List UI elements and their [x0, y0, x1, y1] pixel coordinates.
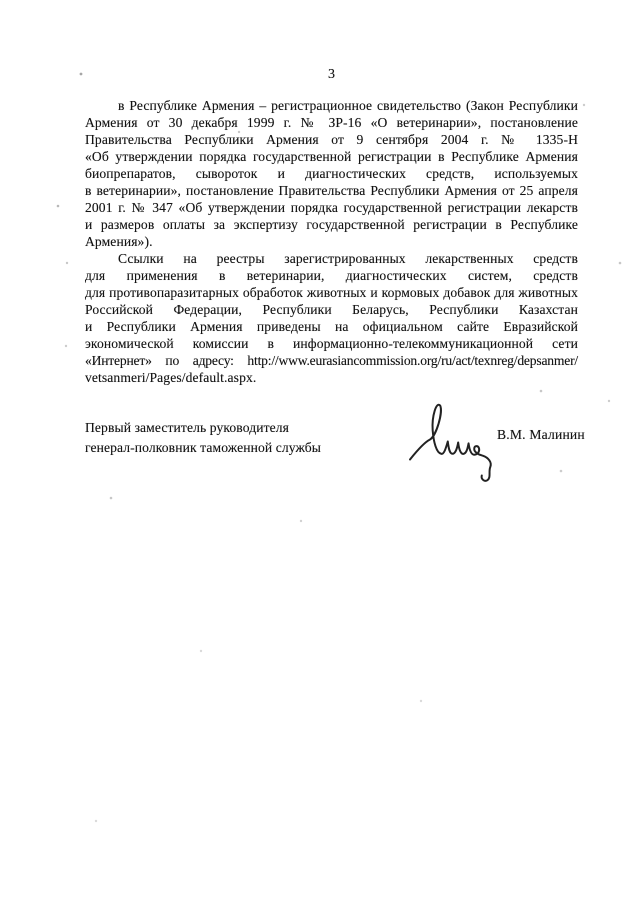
body-line: для применения в ветеринарии, диагностических систем, средств — [85, 268, 578, 283]
body-line: Армения»). — [85, 234, 153, 249]
document-body — [85, 97, 578, 386]
signoff-position-title — [85, 418, 321, 458]
body-line: и Республики Армения приведены на официальном сайте Евразийской — [85, 319, 578, 334]
body-line: Армения от 30 декабря 1999 г. № ЗР-16 «О ветеринарии», постановление — [85, 115, 578, 130]
body-line: в Республике Армения – регистрационное свидетельство (Закон Республики — [118, 98, 578, 113]
page-number: 3 — [328, 67, 335, 82]
signoff-position-line1: Первый заместитель руководителя — [85, 420, 290, 435]
body-line-url: «Интернет» по адресу: http://www.eurasiancommission.org/ru/act/texnreg/depsanmer/ — [85, 353, 578, 368]
body-line: и размеров оплаты за экспертизу государственной регистрации в Республике — [85, 217, 578, 232]
body-line: экономической комиссии в информационно-телекоммуникационной сети — [85, 336, 578, 351]
body-line: vetsanmeri/Pages/default.aspx. — [85, 370, 257, 385]
body-line: 2001 г. № 347 «Об утверждении порядка государственной регистрации лекарств — [85, 200, 578, 215]
body-line: в ветеринарии», постановление Правительства Республики Армения от 25 апреля — [85, 183, 578, 198]
signoff-position-line2: генерал-полковник таможенной службы — [85, 440, 322, 455]
body-line: Российской Федерации, Республики Беларусь, Республики Казахстан — [85, 302, 578, 317]
body-line: «Об утверждении порядка государственной регистрации в Республике Армения — [85, 149, 578, 164]
body-line: Правительства Республики Армения от 9 сентября 2004 г. № 1335-Н — [85, 132, 578, 147]
body-line: биопрепаратов, сывороток и диагностических средств, используемых — [85, 166, 578, 181]
signature-icon — [405, 399, 500, 484]
body-line: Ссылки на реестры зарегистрированных лекарственных средств — [118, 251, 578, 266]
scan-noise-speckles — [0, 0, 2, 2]
body-line: для противопаразитарных обработок животных и кормовых добавок для животных — [85, 285, 578, 300]
signer-name: В.М. Малинин — [497, 427, 585, 442]
